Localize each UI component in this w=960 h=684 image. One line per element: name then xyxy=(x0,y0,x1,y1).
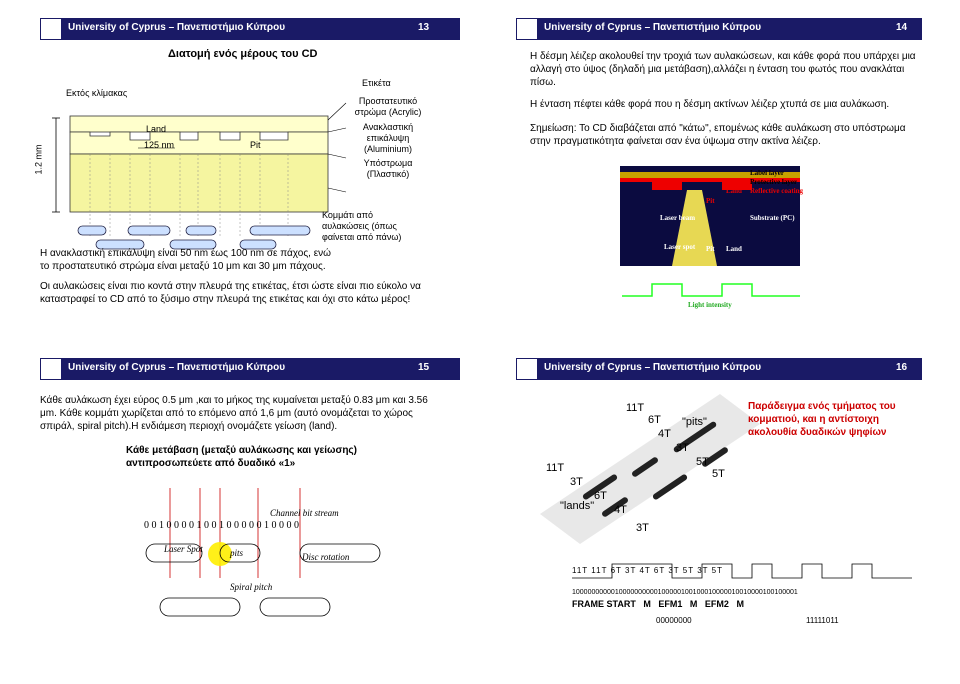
t-label: 11T xyxy=(626,402,645,414)
slide-16 xyxy=(516,358,922,668)
slide-title: Παράδειγμα ενός τμήματος του κομματιού, και η αντίστοιχη ακολουθία δυαδικών ψηφίων xyxy=(748,401,896,438)
slide-number: 15 xyxy=(418,362,430,373)
slide-number: 13 xyxy=(418,22,430,33)
university-logo-icon xyxy=(40,358,62,380)
reflective-note: Η ανακλαστική επικάλυψη είναι 50 nm έως 100 nm σε πάχος, ενώ το προστατευτικό στρώμα είναι μεταξύ 10 μm και 30 μm πάχους. xyxy=(40,248,331,272)
substrate-tag: Substrate (PC) xyxy=(750,214,795,222)
protective-layer-tag: Protective layer xyxy=(750,178,798,186)
label-layer-tag: Label layer xyxy=(750,169,785,177)
pits-from-above-label: Κομμάτι από αυλακώσεις (όπως φαίνεται από πάνω) xyxy=(322,210,402,242)
slide-header xyxy=(40,358,460,380)
pits-label: pits xyxy=(230,548,244,558)
outside-scale-label: Εκτός κλίμακας xyxy=(66,88,128,98)
disc-rotation-label: Disc rotation xyxy=(302,552,350,562)
slide-14 xyxy=(516,18,922,328)
slide-text: Κάθε αυλάκωση έχει εύρος 0.5 μm ,και το μήκος της κυμαίνεται μεταξύ 0.83 μm και 3.56 μm. Κάθε κομμάτι χωρίζεται από το επόμενο από 1,6 μm (αυτό ονομάζεται το χώρος σπιράλ, spiral pitch).Η ενδιάμεση περιοχή ονομάζετε γείωση (land). xyxy=(40,395,428,432)
pit-tag-2: Pit xyxy=(706,245,715,253)
label-layer-label: Ετικέτα xyxy=(362,78,391,88)
bottom-code: 11111011 xyxy=(806,616,839,625)
depth-label: 125 nm xyxy=(144,140,175,150)
channel-bit-diagram xyxy=(140,478,390,648)
thickness-label: 1.2 mm xyxy=(33,144,44,175)
university-name: University of Cyprus – Πανεπιστήμιο Κύπρου xyxy=(68,22,286,33)
university-logo-icon xyxy=(40,18,62,40)
t-label: 6T xyxy=(648,414,661,426)
university-name: University of Cyprus – Πανεπιστήμιο Κύπρου xyxy=(68,362,286,373)
pit-tag: Pit xyxy=(706,197,715,205)
t-label: 6T xyxy=(594,490,607,502)
t-label: 5T xyxy=(712,468,725,480)
land-tag-2: Land xyxy=(726,245,742,253)
laser-spot-tag: Laser spot xyxy=(664,243,696,251)
laser-spot-label: Laser Spot xyxy=(164,544,203,554)
label-side-note: Οι αυλακώσεις είναι πιο κοντά στην πλευρά της ετικέτας, έτσι ώστε είναι πιο εύκολο να καταστραφεί το CD από το ξύσιμο στην πλευρά της ετικέτας και όχι στο κάτω μέρος! xyxy=(40,281,421,305)
paragraph-1: Η δέσμη λέιζερ ακολουθεί την τροχιά των αυλακώσεων, και κάθε φορά που υπάρχει μια αλλαγή στο ύψος (δηλαδή μια μετάβαση),αλλάζει η ένταση του φωτός που ανακλάται πίσω. xyxy=(530,51,916,88)
reflective-coating-tag: Reflective coating xyxy=(750,187,804,195)
land-tag: Land xyxy=(726,187,742,195)
light-intensity-tag: Light intensity xyxy=(688,301,732,309)
slide-header xyxy=(516,18,922,40)
university-name: University of Cyprus – Πανεπιστήμιο Κύπρου xyxy=(544,22,762,33)
slide-header xyxy=(40,18,460,40)
slide-number: 14 xyxy=(896,22,908,33)
paragraph-2: Η ένταση πέφτει κάθε φορά που η δέσμη ακτίνων λέιζερ χτυπά σε μια αυλάκωση. xyxy=(530,99,890,110)
university-logo-icon xyxy=(516,358,538,380)
t-label: 3T xyxy=(636,522,649,534)
t-label: 5T xyxy=(696,456,709,468)
spiral-pitch-label: Spiral pitch xyxy=(230,582,273,592)
t-label: 4T xyxy=(614,504,627,516)
slide-header xyxy=(516,358,922,380)
t-label: 11T xyxy=(546,462,565,474)
paragraph-3: Σημείωση: Το CD διαβάζεται από "κάτω", επομένως κάθε αυλάκωση στο υπόστρωμα στην πραγματικότητα φαίνεται σαν ένα ύψωμα στην ακτίνα λέιζερ. xyxy=(530,123,906,147)
t-label: 3T xyxy=(570,476,583,488)
bits-row: 1000000000010000000000100000100100010000010010000100100001 xyxy=(572,589,798,596)
frame-row: FRAME START M EFM1 M EFM2 M xyxy=(572,599,744,609)
pit-label: Pit xyxy=(250,140,261,150)
slide-title: Διατομή ενός μέρους του CD xyxy=(168,48,318,60)
sequence-top: 11T 11T 6T 3T 4T 6T 3T 5T 3T 5T xyxy=(572,566,723,575)
substrate-label: Υπόστρωμα (Πλαστικό) xyxy=(363,158,413,179)
slide-15 xyxy=(40,358,460,668)
laser-beam-tag: Laser beam xyxy=(660,214,696,222)
bottom-code: 00000000 xyxy=(656,616,692,625)
land-label: Land xyxy=(146,124,167,134)
channel-label: Channel bit stream xyxy=(270,508,339,518)
slide-13 xyxy=(33,18,460,328)
slide-number: 16 xyxy=(896,362,908,373)
university-logo-icon xyxy=(516,18,538,40)
lands-label: "lands" xyxy=(560,500,595,512)
university-name: University of Cyprus – Πανεπιστήμιο Κύπρου xyxy=(544,362,762,373)
pits-label: "pits" xyxy=(682,416,707,428)
protective-layer-label: Προστατευτικό στρώμα (Acrylic) xyxy=(354,96,422,117)
reflective-layer-label: Ανακλαστική επικάλυψη (Aluminium) xyxy=(362,122,414,154)
transition-callout: Κάθε μετάβαση (μεταξύ αυλάκωσης και γείωσης) αντιπροσωπεύετε από δυαδικό «1» xyxy=(126,445,357,469)
bit-stream: 0 0 1 0 0 0 0 1 0 0 1 0 0 0 0 0 1 0 0 0 0 xyxy=(144,520,299,531)
t-label: 3T xyxy=(676,442,689,454)
t-label: 4T xyxy=(658,428,671,440)
